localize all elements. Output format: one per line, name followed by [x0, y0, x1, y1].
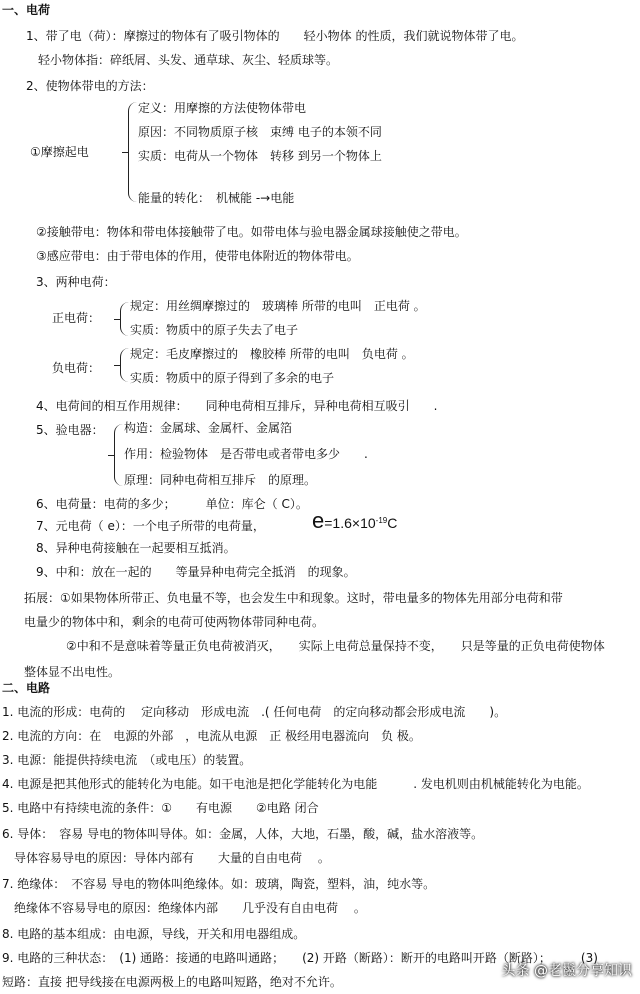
positive-rule: 规定：用丝绸摩擦过的 玻璃棒 所带的电叫 正电荷 。	[130, 299, 426, 313]
friction-energy: 能量的转化： 机械能 -→电能	[138, 191, 295, 205]
short-circuit-definition: 短路：直接 把导线接在电源两极上的电路叫短路，绝对不允许。	[2, 975, 342, 989]
watermark: 头条 @老鬣分享知识	[501, 963, 632, 979]
circuit-item-9: 9. 电路的三种状态： (1) 通路：接通的电路叫通路； (2) 开路（断路）：断开的电路叫开路（断路）； (3)	[2, 951, 598, 965]
circuit-item-2: 2. 电流的方向：在 电源的外部 ，电流从电源 正 极经用电器流向 负 极。	[2, 729, 421, 743]
elementary-charge-formula	[312, 508, 397, 534]
positive-essence: 实质：物质中的原子失去了电子	[130, 323, 299, 337]
circuit-item-4: 4. 电源是把其他形式的能转化为电能。如干电池是把化学能转化为电能 . 发电机则由机械能转化为电能。	[2, 777, 589, 791]
negative-rule: 规定：毛皮摩擦过的 橡胶棒 所带的电叫 负电荷 。	[130, 347, 414, 361]
brace-friction	[128, 102, 137, 202]
electroscope-structure: 构造：金属球、金属杆、金属箔	[124, 421, 293, 435]
extension-line-2: 电量少的物体中和，剩余的电荷可使两物体带同种电荷。	[24, 615, 325, 629]
friction-label: ①摩擦起电	[30, 145, 89, 159]
conductor-reason: 导体容易导电的原因：导体内部有 大量的自由电荷 。	[14, 851, 330, 865]
formula-exponent: -19	[375, 516, 388, 525]
item-9-neutralization: 9、中和：放在一起的 等量异种电荷完全抵消 的现象。	[36, 565, 356, 579]
item-8-cancel: 8、异种电荷接触在一起要相互抵消。	[36, 541, 236, 555]
formula-value: =1.6	[324, 515, 352, 531]
extension-line-1: 拓展：①如果物体所带正、负电量不等，也会发生中和现象。这时，带电量多的物体先用部分电荷和带	[24, 591, 563, 605]
circuit-item-5: 5. 电路中有持续电流的条件：① 有电源 ②电路 闭合	[2, 801, 319, 815]
negative-label: 负电荷：	[52, 361, 101, 375]
electroscope-principle: 原理：同种电荷相互排斥 的原理。	[124, 473, 317, 487]
electroscope-function: 作用：检验物体 是否带电或者带电多少 .	[124, 447, 368, 461]
section-title-circuit: 二、电路	[2, 681, 51, 695]
friction-essence: 实质：电荷从一个物体 转移 到另一个物体上	[138, 149, 382, 163]
item-4-interaction: 4、电荷间的相互作用规律： 同种电荷相互排斥，异种电荷相互吸引 .	[36, 399, 438, 413]
friction-cause: 原因：不同物质原子核 束缚 电子的本领不同	[138, 125, 382, 139]
negative-essence: 实质：物质中的原子得到了多余的电子	[130, 371, 335, 385]
light-objects: 轻小物体指：碎纸屑、头发、通草球、灰尘、轻质球等。	[38, 53, 339, 67]
item-3-two-charges: 3、两种电荷：	[36, 275, 116, 289]
extension-line-3: ②中和不是意味着等量正负电荷被消灭， 实际上电荷总量保持不变， 只是等量的正负电荷使物体	[66, 639, 605, 653]
extension-line-4: 整体显不出电性。	[24, 665, 121, 679]
formula-e: e	[312, 508, 325, 533]
item-7-elementary-charge: 7、元电荷（ e）：一个电子所带的电荷量，	[36, 519, 265, 533]
contact-charging: ②接触带电：物体和带电体接触带了电。如带电体与验电器金属球接触使之带电。	[36, 225, 467, 239]
induction-charging: ③感应带电：由于带电体的作用，使带电体附近的物体带电。	[36, 249, 359, 263]
brace-positive	[120, 302, 129, 336]
formula-times: ×	[351, 515, 361, 531]
circuit-item-6: 6. 导体： 容易 导电的物体叫导体。如：金属，人体，大地，石墨，酸，碱，盐水溶液等。	[2, 827, 484, 841]
positive-label: 正电荷：	[52, 311, 101, 325]
item-2-methods: 2、使物体带电的方法：	[26, 79, 154, 93]
item-6-charge-quantity: 6、电荷量：电荷的多少； 单位：库仑（ C）。	[36, 497, 308, 511]
circuit-item-7: 7. 绝缘体： 不容易 导电的物体叫绝缘体。如：玻璃，陶瓷，塑料，油，纯水等。	[2, 877, 436, 891]
electroscope-label: 5、验电器：	[36, 423, 104, 437]
circuit-item-1: 1. 电流的形成：电荷的 定向移动 形成电流 .( 任何电荷 的定向移动都会形成电流 )。	[2, 705, 507, 719]
item-1-charged: 1、带了电（荷）：摩擦过的物体有了吸引物体的 轻小物体 的性质，我们就说物体带了电。	[26, 29, 524, 43]
formula-ten: 10	[360, 515, 376, 531]
circuit-item-3: 3. 电源：能提供持续电流 （或电压）的装置。	[2, 753, 252, 767]
formula-unit: C	[387, 515, 398, 531]
section-title-charge: 一、电荷	[2, 3, 51, 17]
insulator-reason: 绝缘体不容易导电的原因：绝缘体内部 几乎没有自由电荷 。	[14, 901, 366, 915]
brace-electroscope	[114, 424, 123, 486]
friction-definition: 定义：用摩擦的方法使物体带电	[138, 101, 307, 115]
circuit-item-8: 8. 电路的基本组成：由电源，导线，开关和用电器组成。	[2, 927, 306, 941]
brace-negative	[120, 348, 129, 382]
